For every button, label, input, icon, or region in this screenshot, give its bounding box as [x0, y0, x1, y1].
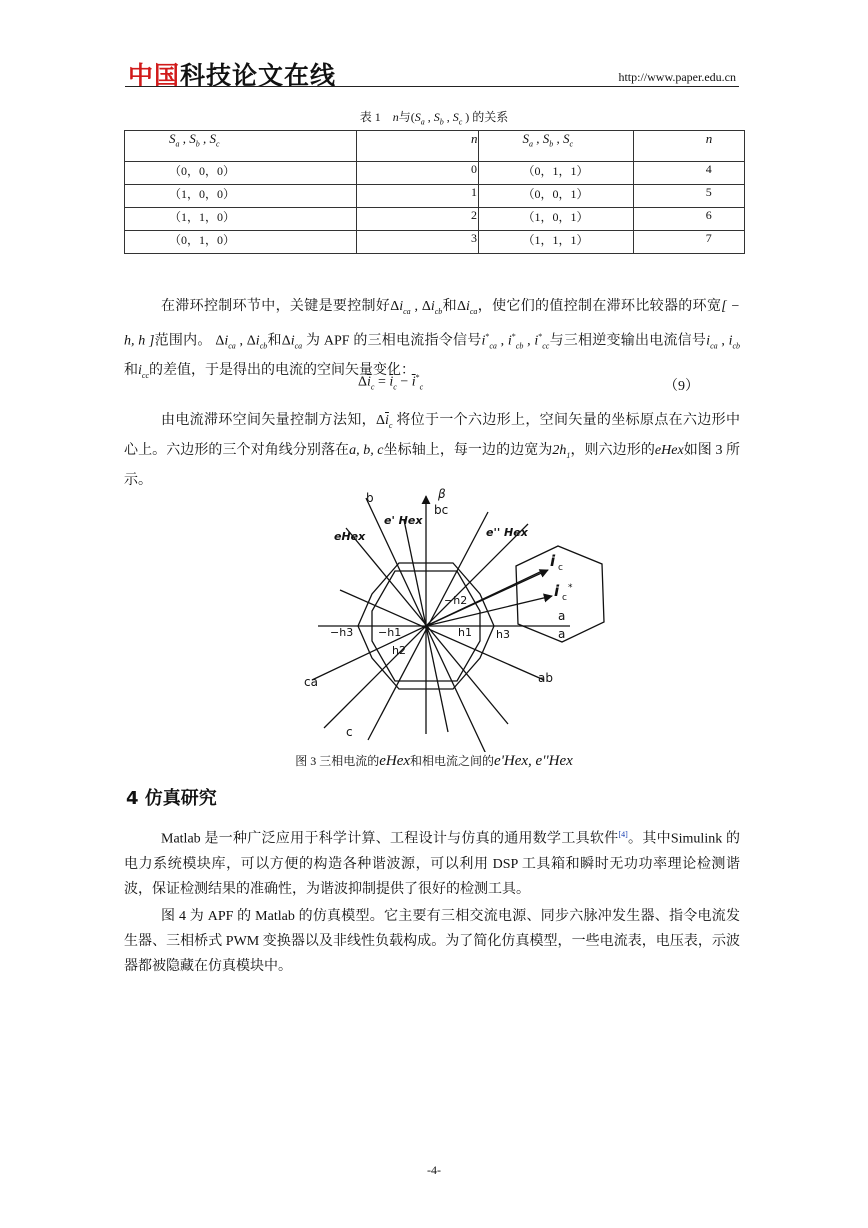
- label-h1: h1: [458, 626, 472, 639]
- label-ic-star-sub: c: [562, 593, 567, 603]
- label-neg-h3: −h3: [330, 626, 354, 639]
- para2-text: 将位于一个六边形上，空间矢量的坐标原点在六边形中心上。六边形的三个对角线分别落在: [124, 413, 741, 458]
- header-url[interactable]: http://www.paper.edu.cn: [618, 70, 736, 84]
- section-title: 4 仿真研究: [126, 788, 217, 809]
- table-cell: （1，0，1）: [478, 208, 633, 231]
- table-cell: （0，0，0）: [125, 162, 357, 185]
- label-beta: β: [438, 487, 446, 501]
- para1-text: ，使它们的值控制在滞环比较器的环宽: [477, 299, 722, 314]
- equation-number: （9）: [664, 379, 699, 394]
- label-a-bottom: a: [558, 627, 566, 641]
- header-cell: n: [633, 131, 744, 162]
- label-neg-h1: −h1: [378, 626, 402, 639]
- table-cell: （0，0，1）: [478, 185, 633, 208]
- paragraph-hysteresis: 在滞环控制环节中，关键是要控制好$\Delta i_{ca}$ , $\Delta i_{cb}$和$\Delta i_{ca}$，使它们的值控制在滞环比较器的环宽[ − h, h ]范围内。 $\Delta i_{ca}$ , $\Delta i_{cb}$和$\Delta i_{ca}$ 为 APF 的三相电流指令信号$i^*_{ca}$ , $i^*_{cb}$ , $i^*_{cc}$与三相逆变输出电流信号$i_{ca}$ , $i_{cb}$和$i_{cc}$的差值，于是得出的电流的空间矢量变化：: [124, 299, 741, 381]
- table-cell: （0，1，1）: [478, 162, 633, 185]
- table-row: [125, 162, 745, 185]
- para1-text: 的差值，于是得出的电流的空间矢量变化：: [149, 363, 415, 379]
- para1-range: [ − h, h ]: [124, 299, 741, 349]
- citation-ref[interactable]: [4]: [618, 830, 628, 839]
- figure3-caption: [0, 752, 868, 770]
- label-b: b: [366, 491, 374, 505]
- table-cell: （1，0，0）: [125, 185, 357, 208]
- caption-n: n: [392, 110, 399, 124]
- table-row: [125, 208, 745, 231]
- paragraph-matlab: [124, 822, 740, 902]
- para2-ehex: eHex: [654, 442, 684, 458]
- para3-text: Matlab 是一种广泛应用于科学计算、工程设计与仿真的通用数学工具软件: [161, 831, 619, 847]
- label-ic-star: i: [554, 582, 560, 600]
- table-row: [125, 185, 745, 208]
- table-cell: （0，1，0）: [125, 231, 357, 254]
- para1-text: 在滞环控制环节中，关键是要控制好: [161, 299, 391, 314]
- label-h3: h3: [496, 628, 510, 641]
- fig-caption-tail: e'Hex, e''Hex: [494, 753, 573, 769]
- label-ehex-double: e'' Hex: [486, 526, 528, 539]
- fig-caption-prefix: 图 3 三相电流的: [295, 754, 380, 768]
- table-cell: 0: [357, 162, 479, 185]
- table1: [124, 130, 745, 254]
- table-row: [125, 231, 745, 254]
- table-cell: 1: [357, 185, 479, 208]
- page-number: -4-: [427, 1163, 441, 1177]
- label-star: *: [568, 583, 573, 593]
- table-cell: （1，1，0）: [125, 208, 357, 231]
- table-cell: 6: [633, 208, 744, 231]
- para2-text: 如图 3 所示。: [124, 442, 741, 488]
- para2-text: ，则六边形的: [570, 442, 655, 458]
- table-cell: 3: [357, 231, 479, 254]
- para1-text: 为 APF 的三相电流指令信号: [305, 333, 482, 349]
- label-ehex: eHex: [334, 530, 366, 543]
- para3-text: 。其中Simulink 的电力系统模块库，可以方便的构造各种谐波源，可以利用 DSP 工具箱和瞬时无功功率理论检测谐波，保证检测结果的准确性，为谐波抑制提供了很好的检测工具。: [124, 831, 740, 897]
- caption-prefix: 表 1: [359, 110, 381, 124]
- table-cell: 5: [633, 185, 744, 208]
- label-ic-sub: c: [558, 563, 563, 573]
- paragraph-hexagon: 由电流滞环空间矢量控制方法知，$\Delta\overline{i}_c$ 将位于一个六边形上，空间矢量的坐标原点在六边形中心上。六边形的三个对角线分别落在a, b, c坐标轴上，每一边的边宽为$2h_1$，则六边形的eHex如图 3 所示。: [124, 413, 741, 488]
- label-c: c: [346, 725, 353, 739]
- header-cell: n: [357, 131, 479, 162]
- para2-h1: 2h: [552, 442, 567, 458]
- para2-text: 坐标轴上，每一边的边宽为: [383, 442, 553, 458]
- table1-caption: 表 1 n与($S_a$ , $S_b$ , $S_c$ ) 的关系: [359, 110, 509, 127]
- equation-9: $\Delta\overline{i}_c = \overline{i}_c - \overline{i}^*_c$: [358, 373, 424, 392]
- caption-mid: 与(: [398, 110, 415, 124]
- table-cell: （1，1，1）: [478, 231, 633, 254]
- fig-caption-mid: 和相电流之间的: [410, 754, 495, 768]
- fig-caption-ehex: eHex: [379, 753, 411, 769]
- table-cell: 2: [357, 208, 479, 231]
- ab-line: [340, 590, 544, 680]
- para1-text: 与三相逆变输出电流信号: [549, 333, 707, 349]
- logo-red-text: 中国: [128, 61, 181, 90]
- para2-text: 由电流滞环空间矢量控制方法知，: [161, 413, 377, 428]
- para2-abc: a, b, c: [349, 442, 384, 458]
- para1-he: 和: [442, 299, 457, 314]
- label-neg-h2: −h2: [444, 594, 468, 607]
- label-h2: h2: [392, 644, 406, 657]
- label-ehex-prime: e' Hex: [384, 514, 423, 527]
- header-divider: [125, 86, 739, 87]
- label-ab: ab: [538, 671, 553, 685]
- header-cell: $S_a$ , $S_b$ , $S_c$: [478, 131, 633, 162]
- label-a-top: a: [558, 609, 566, 623]
- caption-suffix: ) 的关系: [465, 110, 509, 124]
- label-ca: ca: [304, 675, 318, 689]
- header-cell: $S_a$ , $S_b$ , $S_c$: [125, 131, 357, 162]
- table-cell: 7: [633, 231, 744, 254]
- logo-black-text: 科技论文在线: [180, 61, 337, 90]
- paragraph-model: 图 4 为 APF 的 Matlab 的仿真模型。它主要有三相交流电源、同步六脉冲发生器、指令电流发生器、三相桥式 PWM 变换器以及非线性负载构成。为了简化仿真模型，一些电流表，电压表，示波器都被隐藏在仿真模块中。: [124, 909, 740, 974]
- para1-text: 范围内。: [154, 333, 212, 349]
- table-header-row: [125, 131, 745, 162]
- label-bc: bc: [434, 503, 449, 517]
- figure3-diagram: [248, 484, 620, 752]
- table-cell: 4: [633, 162, 744, 185]
- label-ic: i: [550, 552, 556, 570]
